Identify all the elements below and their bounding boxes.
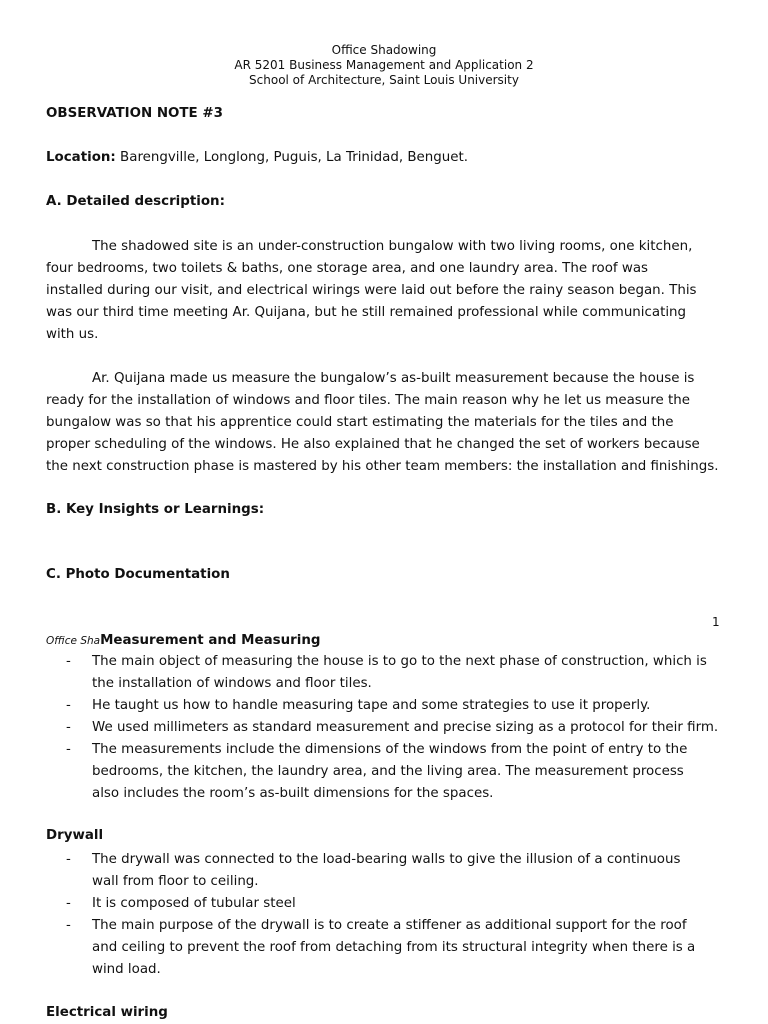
bullet-line: wall from floor to ceiling. — [92, 874, 259, 889]
list-item — [46, 849, 736, 893]
document-header — [0, 43, 768, 88]
measurement-bullets — [46, 651, 736, 805]
section-a-heading: A. Detailed description: — [46, 194, 225, 209]
header-school: School of Architecture, Saint Louis University — [249, 73, 519, 87]
list-item — [46, 915, 736, 981]
note-title: OBSERVATION NOTE #3 — [46, 106, 223, 121]
measurement-heading-line — [46, 633, 320, 648]
bullet-line: The measurements include the dimensions of the windows from the point of entry to the — [92, 742, 688, 757]
header-course: AR 5201 Business Management and Application 2 — [234, 58, 534, 72]
header-title: Office Shadowing — [331, 43, 437, 57]
paragraph-line: proper scheduling of the windows. He also explained that he changed the set of workers because — [46, 437, 700, 452]
bullet-line: The main purpose of the drywall is to create a stiffener as additional support for the roof — [92, 918, 687, 933]
section-b-heading: B. Key Insights or Learnings: — [46, 502, 265, 517]
bullet-line: We used millimeters as standard measurement and precise sizing as a protocol for their firm. — [92, 720, 719, 735]
bullet-dash: - — [66, 852, 71, 867]
paragraph-line: bungalow was so that his apprentice could start estimating the materials for the tiles and the — [46, 415, 674, 430]
paragraph-line: with us. — [46, 327, 99, 342]
bullet-line: and ceiling to prevent the roof from detaching from its structural integrity when there is a — [92, 940, 696, 955]
section-a-paragraph-2 — [46, 368, 726, 478]
paragraph-line: The shadowed site is an under-construction bungalow with two living rooms, one kitchen, — [92, 239, 693, 254]
bullet-dash: - — [66, 742, 71, 757]
paragraph-line: ready for the installation of windows and floor tiles. The main reason why he let us measure the — [46, 393, 690, 408]
list-item — [46, 651, 736, 695]
bullet-dash: - — [66, 654, 71, 669]
bullet-line: The drywall was connected to the load-bearing walls to give the illusion of a continuous — [92, 852, 681, 867]
location-value: Barengville, Longlong, Puguis, La Trinidad, Benguet. — [115, 150, 468, 165]
list-item — [46, 739, 736, 805]
paragraph-line: four bedrooms, two toilets & baths, one storage area, and one laundry area. The roof was — [46, 261, 649, 276]
location-line — [46, 150, 468, 165]
bullet-line: wind load. — [92, 962, 161, 977]
bullet-dash: - — [66, 918, 71, 933]
footer-overlap-text: Office Sha — [46, 635, 101, 647]
section-c-heading: C. Photo Documentation — [46, 567, 230, 582]
bullet-line: also includes the room’s as-built dimensions for the spaces. — [92, 786, 494, 801]
list-item — [46, 893, 736, 915]
bullet-dash: - — [66, 698, 71, 713]
bullet-line: the installation of windows and floor tiles. — [92, 676, 372, 691]
list-item — [46, 695, 736, 717]
paragraph-line: installed during our visit, and electrical wirings were laid out before the rainy season began. This — [46, 283, 697, 298]
location-label: Location: — [46, 150, 116, 165]
list-item — [46, 717, 736, 739]
drywall-heading: Drywall — [46, 828, 104, 843]
bullet-line: bedrooms, the kitchen, the laundry area, and the living area. The measurement process — [92, 764, 684, 779]
section-a-paragraph-1 — [46, 236, 726, 346]
bullet-dash: - — [66, 896, 71, 911]
bullet-line: The main object of measuring the house is to go to the next phase of construction, which is — [92, 654, 707, 669]
paragraph-line: was our third time meeting Ar. Quijana, but he still remained professional while communicating — [46, 305, 687, 320]
paragraph-line: Ar. Quijana made us measure the bungalow’s as-built measurement because the house is — [92, 371, 695, 386]
bullet-line: It is composed of tubular steel — [92, 896, 296, 911]
paragraph-line: the next construction phase is mastered by his other team members: the installation and finishings. — [46, 459, 719, 474]
electrical-heading: Electrical wiring — [46, 1005, 168, 1020]
drywall-bullets — [46, 849, 736, 981]
page-number: 1 — [712, 615, 720, 629]
bullet-dash: - — [66, 720, 71, 735]
bullet-line: He taught us how to handle measuring tape and some strategies to use it properly. — [92, 698, 651, 713]
measurement-heading: Measurement and Measuring — [100, 633, 321, 648]
